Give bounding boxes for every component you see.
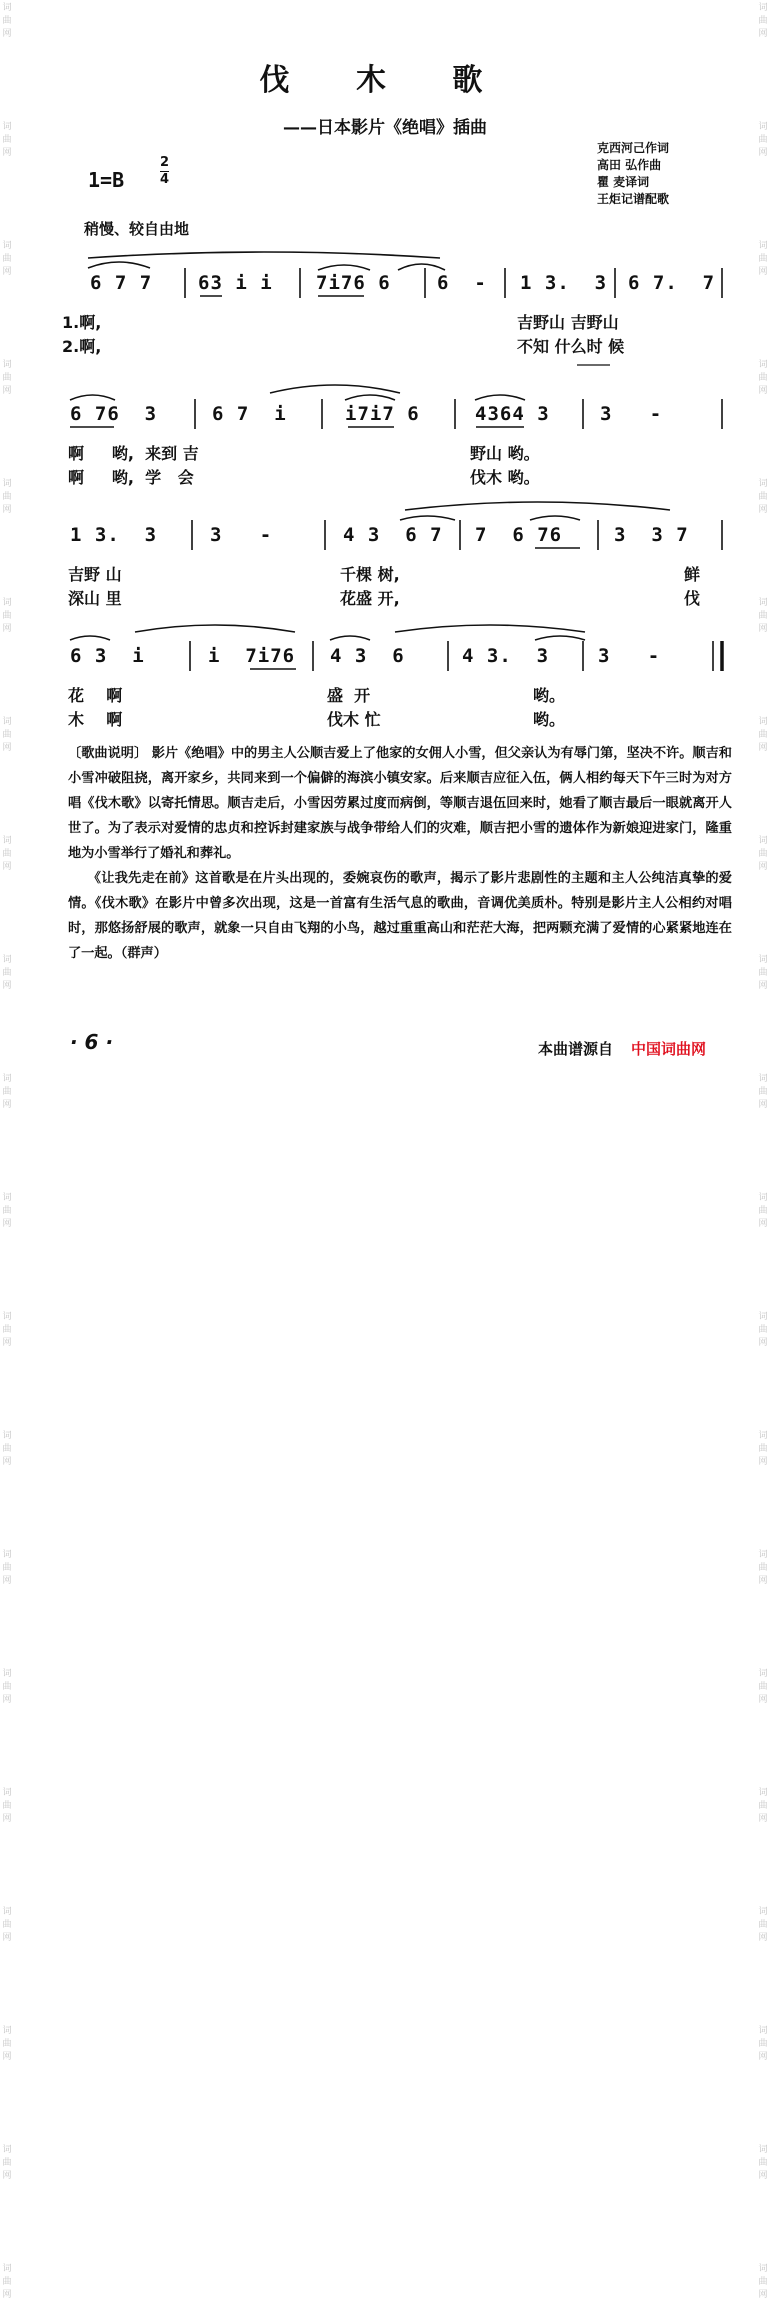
watermark-char: 词	[758, 1431, 768, 1441]
watermark-char: 曲	[758, 968, 768, 978]
watermark-char: 词	[758, 598, 768, 608]
watermark-char: 曲	[2, 968, 12, 978]
watermark-char: 曲	[758, 2039, 768, 2049]
watermark-char: 曲	[2, 611, 12, 621]
watermark-char: 网	[2, 2290, 12, 2300]
watermark-char: 词	[758, 717, 768, 727]
score-notes: 1 3. 3	[520, 272, 608, 294]
score-notes: 6 -	[437, 272, 487, 294]
watermark-char: 网	[2, 981, 12, 991]
watermark-char: 曲	[2, 849, 12, 859]
watermark-char: 网	[758, 624, 768, 634]
watermark-char: 网	[758, 2290, 768, 2300]
watermark-char: 曲	[2, 254, 12, 264]
watermark-char: 曲	[2, 1325, 12, 1335]
score-notes: 3 -	[600, 403, 663, 425]
score-notes: 7i76 6	[316, 272, 391, 294]
watermark-char: 网	[758, 1219, 768, 1229]
slur	[395, 625, 585, 632]
watermark-char: 网	[2, 2171, 12, 2181]
watermark-char: 词	[2, 1312, 12, 1322]
score-notes: 3 -	[598, 645, 661, 667]
watermark-char: 词	[2, 1550, 12, 1560]
watermark-char: 网	[2, 2052, 12, 2062]
credit-translator: 瞿 麦译词	[597, 175, 650, 189]
watermark-char: 曲	[2, 1206, 12, 1216]
watermark-char: 网	[2, 505, 12, 515]
watermark-char: 网	[2, 29, 12, 39]
lyric-verse-1: 野山 哟。	[470, 444, 540, 463]
song-explanation	[68, 741, 732, 966]
lyric-verse-1: 哟。	[533, 686, 566, 705]
score-notes: 7 6 76	[475, 524, 563, 546]
watermark-char: 曲	[758, 1206, 768, 1216]
watermark-char: 网	[2, 386, 12, 396]
song-subtitle: ——日本影片《绝唱》插曲	[283, 118, 487, 138]
watermark-char: 词	[2, 717, 12, 727]
watermark-char: 词	[2, 2145, 12, 2155]
watermark-char: 网	[2, 1338, 12, 1348]
score-notes: 6 3 i	[70, 645, 145, 667]
watermark-char: 词	[2, 836, 12, 846]
watermark-char: 网	[2, 148, 12, 158]
slur	[345, 395, 395, 400]
slur	[400, 516, 455, 520]
watermark-char: 曲	[2, 1920, 12, 1930]
slur	[535, 636, 585, 640]
watermark-char: 曲	[2, 1444, 12, 1454]
page-number: · 6 ·	[70, 1030, 114, 1054]
watermark-char: 词	[2, 2264, 12, 2274]
watermark-char: 曲	[758, 1563, 768, 1573]
watermark-char: 网	[2, 1100, 12, 1110]
slur	[88, 262, 150, 268]
watermark-char: 网	[758, 1695, 768, 1705]
slur	[330, 636, 370, 640]
watermark-char: 词	[2, 1431, 12, 1441]
watermark-char: 词	[758, 479, 768, 489]
watermark-char: 网	[758, 743, 768, 753]
lyric-verse-2: 哟。	[533, 710, 566, 729]
watermark-char: 网	[758, 1338, 768, 1348]
watermark-char: 网	[758, 862, 768, 872]
watermark-char: 词	[758, 1193, 768, 1203]
credit-lyricist: 克西河己作词	[597, 141, 670, 155]
watermark-char: 网	[758, 505, 768, 515]
watermark-char: 曲	[2, 730, 12, 740]
score-notes: 63 i i	[198, 272, 273, 294]
credit-composer: 高田 弘作曲	[597, 158, 662, 172]
lyric-verse-2: 不知 什么时 候	[517, 337, 625, 356]
watermark-char: 词	[2, 1193, 12, 1203]
slur	[475, 395, 525, 400]
lyric-verse-2: 木 啊	[68, 710, 123, 729]
explanation-paragraph-1: 〔歌曲说明〕 影片《绝唱》中的男主人公顺吉爱上了他家的女佣人小雪，但父亲认为有辱门第，坚决不许。顺吉和小雪冲破阻挠，离开家乡，共同来到一个偏僻的海滨小镇安家。后来顺吉应征入伍，俩人相约每天下午三时为对方唱《伐木歌》以寄托情思。顺吉走后，小雪因劳累过度而病倒，等顺吉退伍回来时，她看了顺吉最后一眼就离开人世了。为了表示对爱情的忠贞和控诉封建家族与战争带给人们的灾难，顺吉把小雪的遗体作为新娘迎进家门，隆重地为小雪举行了婚礼和葬礼。	[68, 746, 732, 861]
watermark-char: 曲	[758, 1325, 768, 1335]
lyric-verse-1: 花 啊	[68, 686, 123, 705]
score-notes: 3 -	[210, 524, 273, 546]
score-notes: 4364 3	[475, 403, 550, 425]
watermark-char: 曲	[2, 1087, 12, 1097]
watermark-char: 词	[758, 1312, 768, 1322]
score-notes: 6 7. 7	[628, 272, 716, 294]
explanation-paragraph-2: 《让我先走在前》这首歌是在片头出现的，委婉哀伤的歌声，揭示了影片悲剧性的主题和主人公纯洁真挚的爱情。《伐木歌》在影片中曾多次出现，这是一首富有生活气息的歌曲，音调优美质朴。特别是影片主人公相约对唱时，那悠扬舒展的歌声，就象一只自由飞翔的小鸟，越过重重高山和茫茫大海，把两颗充满了爱情的心紧紧地连在了一起。（群声）	[68, 871, 732, 961]
slur	[70, 395, 115, 400]
watermark-char: 词	[758, 241, 768, 251]
watermark-char: 词	[758, 2026, 768, 2036]
meter-top: 2	[160, 155, 170, 170]
watermark-char: 曲	[2, 492, 12, 502]
watermark-char: 词	[2, 3, 12, 13]
tempo-marking: 稍慢、较自由地	[84, 220, 190, 238]
watermark-char: 网	[758, 1933, 768, 1943]
watermark-char: 词	[758, 2264, 768, 2274]
slur	[405, 502, 670, 510]
watermark-char: 网	[758, 267, 768, 277]
key-signature: 1=B	[88, 168, 125, 192]
lyric-verse-1: 千棵 树,	[340, 565, 400, 584]
watermark-char: 曲	[758, 730, 768, 740]
slur	[88, 252, 440, 258]
watermark-char: 曲	[2, 2277, 12, 2287]
watermark-char: 网	[758, 1576, 768, 1586]
lyric-verse-1: 1.啊,	[62, 313, 102, 332]
watermark-char: 曲	[758, 1444, 768, 1454]
score-notes: 4 3 6	[330, 645, 405, 667]
watermark-char: 曲	[758, 2158, 768, 2168]
watermark-char: 网	[2, 743, 12, 753]
score-notes: 6 76 3	[70, 403, 158, 425]
watermark-char: 网	[758, 1457, 768, 1467]
watermark-char: 曲	[758, 492, 768, 502]
source-text: 本曲谱源自	[538, 1040, 614, 1058]
watermark-char: 词	[2, 2026, 12, 2036]
watermark-char: 曲	[758, 1801, 768, 1811]
watermark-char: 网	[758, 2052, 768, 2062]
watermark-char: 词	[758, 955, 768, 965]
watermark-char: 曲	[2, 1801, 12, 1811]
watermark-char: 词	[758, 1074, 768, 1084]
lyric-verse-2: 深山 里	[68, 589, 122, 608]
lyric-verse-1: 吉野 山	[68, 565, 122, 584]
watermark-char: 词	[2, 122, 12, 132]
slur	[70, 636, 110, 640]
watermark-char: 曲	[758, 135, 768, 145]
watermark-char: 曲	[758, 1682, 768, 1692]
watermark-char: 网	[758, 386, 768, 396]
watermark-char: 词	[758, 1669, 768, 1679]
lyric-verse-2: 伐	[684, 589, 701, 608]
watermark-char: 词	[758, 360, 768, 370]
watermark-char: 网	[2, 1814, 12, 1824]
watermark-char: 曲	[2, 135, 12, 145]
score-notes: 6 7 7	[90, 272, 153, 294]
watermark-char: 曲	[758, 611, 768, 621]
lyric-verse-2: 伐木 哟。	[470, 468, 540, 487]
watermark-char: 网	[2, 1933, 12, 1943]
watermark-char: 词	[2, 1788, 12, 1798]
slur	[398, 264, 445, 270]
watermark-char: 曲	[758, 373, 768, 383]
watermark-char: 曲	[2, 1682, 12, 1692]
watermark-char: 网	[2, 1457, 12, 1467]
watermark-char: 网	[758, 148, 768, 158]
watermark-char: 词	[2, 1669, 12, 1679]
watermark-char: 曲	[758, 849, 768, 859]
watermark-char: 词	[758, 1788, 768, 1798]
lyric-verse-1: 啊 哟, 来到 吉	[68, 444, 199, 463]
watermark-char: 网	[758, 1100, 768, 1110]
watermark-char: 网	[758, 1814, 768, 1824]
watermark-char: 网	[2, 1576, 12, 1586]
watermark-char: 曲	[758, 1920, 768, 1930]
watermark-char: 词	[758, 122, 768, 132]
watermark-char: 词	[2, 1074, 12, 1084]
watermark-char: 网	[2, 624, 12, 634]
watermark-char: 词	[2, 360, 12, 370]
lyric-verse-2: 2.啊,	[62, 337, 102, 356]
watermark-char: 曲	[758, 2277, 768, 2287]
watermark-char: 网	[2, 862, 12, 872]
score-notes: 6 7 i	[212, 403, 287, 425]
source-credit	[538, 1038, 706, 1059]
watermark-char: 词	[758, 1550, 768, 1560]
watermark-char: 词	[758, 3, 768, 13]
slur	[135, 625, 295, 632]
slur	[530, 516, 580, 520]
lyric-verse-1: 鲜	[684, 565, 701, 584]
lyric-verse-2: 花盛 开,	[340, 589, 400, 608]
song-title: 伐 木 歌	[259, 63, 511, 98]
watermark-char: 曲	[2, 373, 12, 383]
watermark-char: 词	[758, 836, 768, 846]
watermark-char: 网	[758, 29, 768, 39]
watermark-char: 网	[2, 1695, 12, 1705]
score-notes: 3 3 7	[614, 524, 689, 546]
watermark-char: 词	[758, 2145, 768, 2155]
score-notes: i 7i76	[208, 645, 296, 667]
credit-arranger: 王炬记谱配歌	[597, 192, 670, 206]
watermark-char: 词	[2, 955, 12, 965]
lyric-verse-1: 吉野山 吉野山	[517, 313, 619, 332]
watermark-char: 词	[2, 241, 12, 251]
watermark-char: 曲	[2, 2039, 12, 2049]
lyric-verse-2: 伐木 忙	[327, 710, 381, 729]
score-notes: 4 3 6 7	[343, 524, 443, 546]
watermark-char: 曲	[758, 16, 768, 26]
score-notes: 1 3. 3	[70, 524, 158, 546]
watermark-char: 曲	[2, 16, 12, 26]
watermark-char: 网	[758, 2171, 768, 2181]
watermark-char: 曲	[758, 1087, 768, 1097]
watermark-char: 词	[2, 479, 12, 489]
watermark-char: 网	[758, 981, 768, 991]
watermark-char: 网	[2, 267, 12, 277]
score-notes: 4 3. 3	[462, 645, 550, 667]
lyric-verse-2: 啊 哟, 学 会	[68, 468, 194, 487]
watermark-char: 词	[2, 598, 12, 608]
watermark-char: 网	[2, 1219, 12, 1229]
slur	[318, 265, 370, 270]
score-notes: i7i7 6	[345, 403, 420, 425]
slur	[270, 385, 400, 393]
meter-bottom: 4	[160, 172, 170, 187]
lyric-verse-1: 盛 开	[327, 686, 371, 705]
watermark-char: 曲	[758, 254, 768, 264]
watermark-char: 词	[758, 1907, 768, 1917]
source-brand-link[interactable]: 中国词曲网	[631, 1040, 707, 1058]
watermark-char: 曲	[2, 2158, 12, 2168]
watermark-char: 曲	[2, 1563, 12, 1573]
watermark-char: 词	[2, 1907, 12, 1917]
